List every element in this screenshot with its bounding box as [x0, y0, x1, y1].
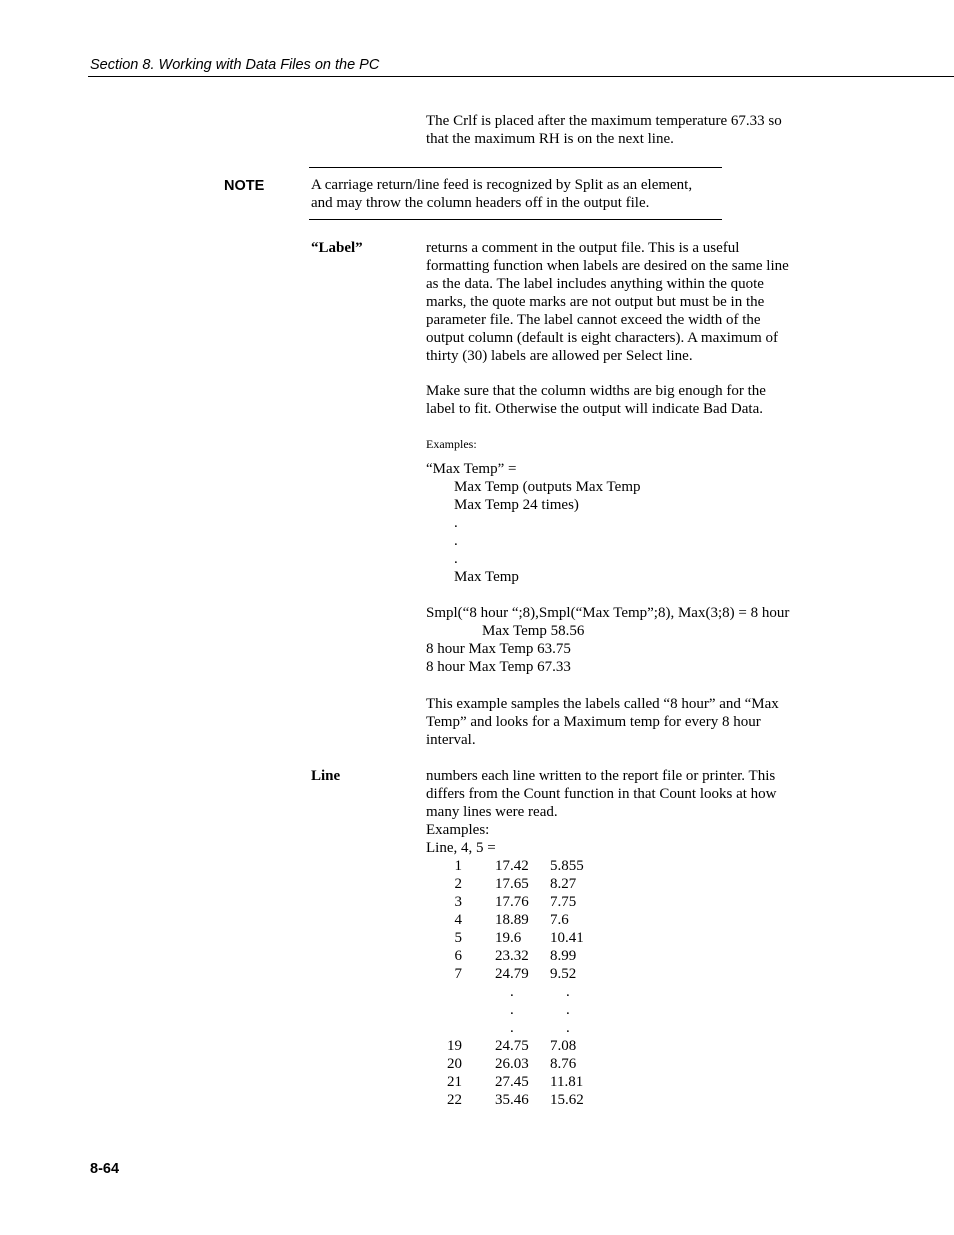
line-number: 6 — [454, 948, 462, 964]
value-col-4: 24.75 — [495, 1038, 529, 1054]
value-col-4: 27.45 — [495, 1074, 529, 1090]
intro-line: that the maximum RH is on the next line. — [426, 131, 674, 147]
example-head: Line, 4, 5 = — [426, 840, 496, 856]
value-col-5: . — [566, 984, 570, 1000]
value-col-5: 8.27 — [550, 876, 577, 892]
value-col-4: 18.89 — [495, 912, 529, 928]
value-col-4: 24.79 — [495, 966, 529, 982]
value-col-5: 9.52 — [550, 966, 577, 982]
note-top-rule — [309, 167, 722, 168]
value-col-4: 17.65 — [495, 876, 529, 892]
value-col-4: 23.32 — [495, 948, 529, 964]
value-col-5: 7.6 — [550, 912, 569, 928]
text-line: differs from the Count function in that Count looks at how — [426, 786, 777, 802]
example-continuation: Max Temp 58.56 — [482, 623, 585, 639]
line-description — [426, 767, 777, 857]
text-line: returns a comment in the output file. This is a useful — [426, 240, 740, 256]
value-col-5: . — [566, 1020, 570, 1036]
text-line: thirty (30) labels are allowed per Select line. — [426, 348, 693, 364]
label-paragraph-2 — [426, 382, 766, 418]
note-line: and may throw the column headers off in the output file. — [311, 195, 650, 211]
value-col-5: 10.41 — [550, 930, 584, 946]
example-line: Max Temp — [454, 569, 519, 585]
value-col-4: 19.6 — [495, 930, 522, 946]
value-col-4: . — [510, 1020, 514, 1036]
text-line: as the data. The label includes anything within the quote — [426, 276, 764, 292]
example-head: “Max Temp” = — [426, 461, 517, 477]
header-rule — [88, 76, 954, 77]
value-col-5: 8.76 — [550, 1056, 577, 1072]
line-number: 2 — [454, 876, 462, 892]
value-col-5: . — [566, 1002, 570, 1018]
value-col-5: 15.62 — [550, 1092, 584, 1108]
note-text — [311, 176, 692, 212]
note-bottom-rule — [309, 219, 722, 220]
running-header: Section 8. Working with Data Files on the PC — [90, 57, 380, 73]
label-description — [426, 239, 789, 365]
label-paragraph-3 — [426, 695, 779, 749]
line-number: 19 — [447, 1038, 462, 1054]
line-number: 4 — [454, 912, 462, 928]
line-number: 1 — [454, 858, 462, 874]
line-number: 20 — [447, 1056, 462, 1072]
example-line: Max Temp 24 times) — [454, 497, 579, 513]
example-line: 8 hour Max Temp 67.33 — [426, 659, 571, 675]
intro-paragraph — [426, 112, 782, 148]
value-col-5: 7.75 — [550, 894, 577, 910]
line-number: 22 — [447, 1092, 462, 1108]
text-line: Temp” and looks for a Maximum temp for every 8 hour — [426, 714, 761, 730]
example-line: Max Temp (outputs Max Temp — [454, 479, 641, 495]
text-line: marks, the quote marks are not output but must be in the — [426, 294, 765, 310]
value-col-5: 5.855 — [550, 858, 584, 874]
text-line: numbers each line written to the report file or printer. This — [426, 768, 776, 784]
line-number: 21 — [447, 1074, 462, 1090]
value-col-4: 26.03 — [495, 1056, 529, 1072]
line-number: 5 — [454, 930, 462, 946]
value-col-4: . — [510, 984, 514, 1000]
example-line: 8 hour Max Temp 63.75 — [426, 641, 571, 657]
value-col-5: 8.99 — [550, 948, 577, 964]
note-line: A carriage return/line feed is recognized by Split as an element, — [311, 177, 693, 193]
example-line: . — [454, 551, 458, 567]
label-example-1 — [426, 460, 641, 586]
value-col-4: 17.76 — [495, 894, 529, 910]
intro-line: The Crlf is placed after the maximum temperature 67.33 so — [426, 113, 782, 129]
text-line: interval. — [426, 732, 476, 748]
example-line: . — [454, 533, 458, 549]
value-col-4: 17.42 — [495, 858, 529, 874]
text-line: parameter file. The label cannot exceed the width of the — [426, 312, 761, 328]
text-line: label to fit. Otherwise the output will indicate Bad Data. — [426, 401, 763, 417]
value-col-4: . — [510, 1002, 514, 1018]
line-number: 7 — [454, 966, 462, 982]
label-example-2 — [426, 604, 789, 676]
text-line: This example samples the labels called “8 hour” and “Max — [426, 696, 779, 712]
example-line: . — [454, 515, 458, 531]
page-number: 8-64 — [90, 1161, 120, 1177]
term-label: “Label” — [311, 240, 363, 256]
line-number: 3 — [454, 894, 462, 910]
examples-label: Examples: — [426, 822, 490, 838]
value-col-4: 35.46 — [495, 1092, 529, 1108]
value-col-5: 11.81 — [550, 1074, 584, 1090]
note-label: NOTE — [224, 178, 265, 194]
example-head: Smpl(“8 hour “;8),Smpl(“Max Temp”;8), Max(3;8) = 8 hour — [426, 605, 790, 621]
text-line: output column (default is eight characters). A maximum of — [426, 330, 778, 346]
value-col-5: 7.08 — [550, 1038, 577, 1054]
text-line: many lines were read. — [426, 804, 558, 820]
text-line: formatting function when labels are desired on the same line — [426, 258, 789, 274]
examples-label: Examples: — [426, 437, 477, 451]
text-line: Make sure that the column widths are big enough for the — [426, 383, 766, 399]
term-line: Line — [311, 768, 341, 784]
